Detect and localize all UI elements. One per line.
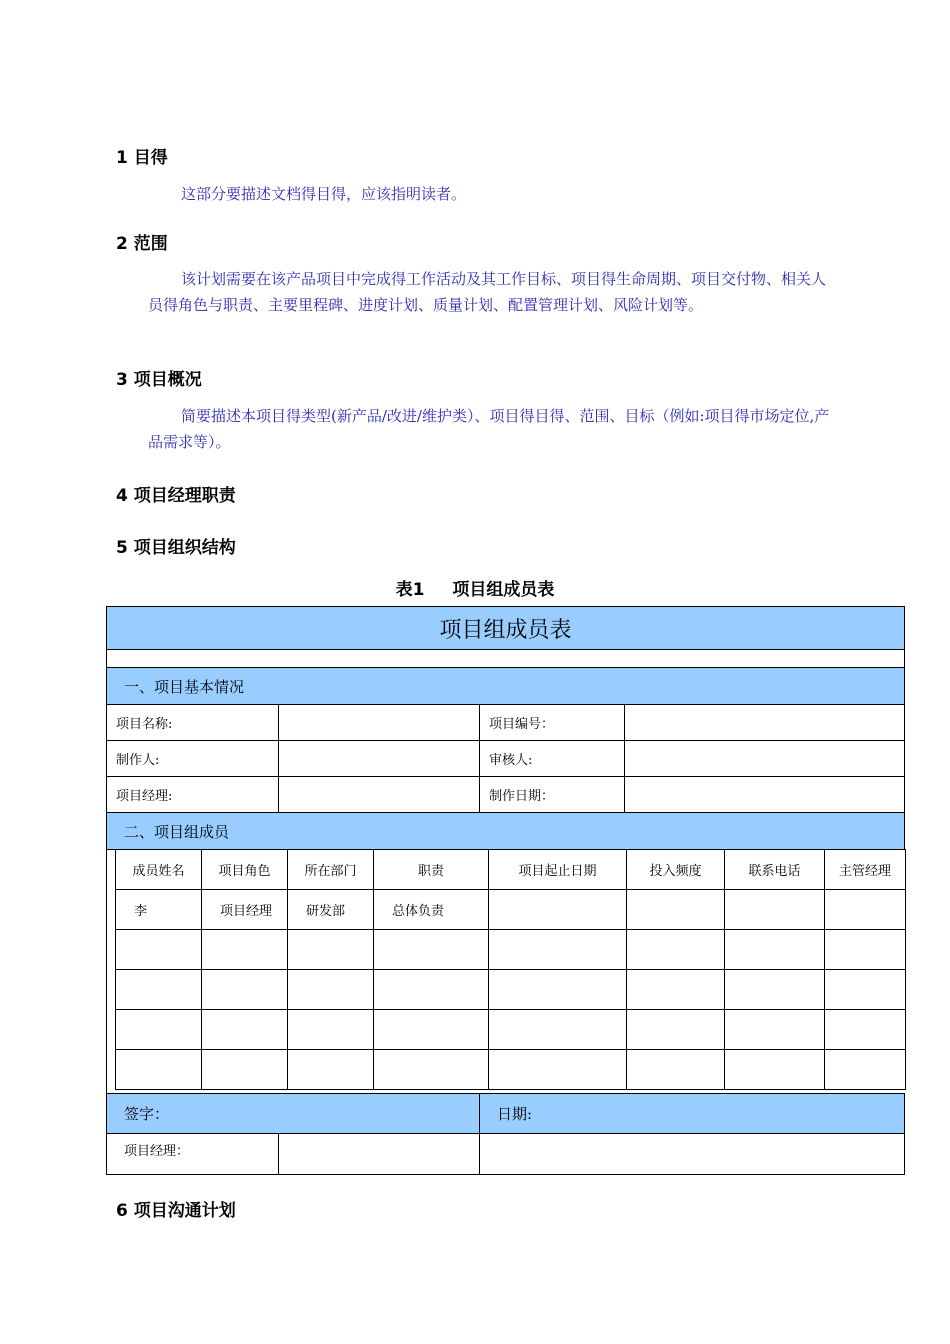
heading-3: 3 项目概况 — [116, 370, 202, 390]
member-cell[interactable] — [824, 889, 906, 930]
sign-manager-value[interactable] — [278, 1133, 480, 1175]
label-author: 制作人: — [106, 740, 279, 777]
column-header: 主管经理 — [824, 849, 906, 890]
member-cell[interactable] — [724, 1009, 825, 1050]
section-basic-info: 一、项目基本情况 — [106, 667, 905, 705]
label-reviewer: 审核人: — [479, 740, 625, 777]
member-cell[interactable] — [488, 969, 627, 1010]
member-cell[interactable] — [287, 1049, 374, 1090]
spacer-row — [106, 649, 905, 668]
member-cell[interactable] — [824, 929, 906, 970]
member-cell[interactable] — [115, 1049, 202, 1090]
member-cell[interactable] — [201, 1009, 288, 1050]
member-cell[interactable] — [373, 929, 489, 970]
column-header: 职责 — [373, 849, 489, 890]
caption-label: 表1 — [395, 580, 425, 600]
member-cell[interactable] — [201, 929, 288, 970]
member-cell[interactable] — [287, 1009, 374, 1050]
member-cell[interactable] — [115, 969, 202, 1010]
paragraph-3: 简要描述本项目得类型(新产品/改进/维护类）、项目得目得、范围、目标（例如:项目得市场定位,产品需求等）。 — [148, 407, 830, 451]
value-author[interactable] — [278, 740, 480, 777]
member-cell[interactable] — [724, 1049, 825, 1090]
member-cell[interactable] — [373, 1049, 489, 1090]
paragraph-1: 这部分要描述文档得目得，应该指明读者。 — [181, 185, 467, 203]
value-manager[interactable] — [278, 776, 480, 813]
paragraph-2: 该计划需要在该产品项目中完成得工作活动及其工作目标、项目得生命周期、项目交付物、相关人员得角色与职责、主要里程碑、进度计划、质量计划、配置管理计划、风险计划等。 — [148, 270, 827, 314]
member-cell[interactable] — [115, 1009, 202, 1050]
member-cell[interactable] — [488, 889, 627, 930]
member-cell[interactable] — [287, 969, 374, 1010]
value-date[interactable] — [624, 776, 905, 813]
member-cell[interactable] — [824, 1049, 906, 1090]
caption-title: 项目组成员表 — [452, 580, 555, 600]
label-manager: 项目经理: — [106, 776, 279, 813]
column-header: 项目起止日期 — [488, 849, 627, 890]
heading-2: 2 范围 — [116, 234, 168, 254]
member-cell[interactable]: 研发部 — [287, 889, 374, 930]
table-title: 项目组成员表 — [106, 606, 905, 650]
member-cell[interactable] — [373, 1009, 489, 1050]
member-cell[interactable] — [488, 1049, 627, 1090]
member-cell[interactable] — [724, 969, 825, 1010]
member-cell[interactable] — [626, 969, 725, 1010]
member-table — [106, 606, 905, 1175]
column-header: 成员姓名 — [115, 849, 202, 890]
value-reviewer[interactable] — [624, 740, 905, 777]
member-cell[interactable] — [488, 1009, 627, 1050]
grid-left-margin — [106, 849, 116, 1094]
member-cell[interactable] — [626, 929, 725, 970]
member-cell[interactable] — [373, 969, 489, 1010]
member-cell[interactable] — [488, 929, 627, 970]
table-caption — [0, 575, 950, 600]
sign-manager-label: 项目经理： — [106, 1133, 279, 1175]
member-cell[interactable] — [201, 969, 288, 1010]
column-header: 所在部门 — [287, 849, 374, 890]
member-cell[interactable] — [724, 929, 825, 970]
heading-4: 4 项目经理职责 — [116, 486, 236, 506]
sign-date-value[interactable] — [479, 1133, 905, 1175]
heading-1: 1 目得 — [116, 148, 168, 168]
member-cell[interactable] — [824, 1009, 906, 1050]
heading-5: 5 项目组织结构 — [116, 538, 236, 558]
column-header: 联系电话 — [724, 849, 825, 890]
label-date: 制作日期： — [479, 776, 625, 813]
column-header: 项目角色 — [201, 849, 288, 890]
column-header: 投入频度 — [626, 849, 725, 890]
member-cell[interactable] — [287, 929, 374, 970]
signature-label: 签字： — [106, 1093, 480, 1134]
member-cell[interactable] — [724, 889, 825, 930]
section-members: 二、项目组成员 — [106, 812, 905, 850]
label-project-name: 项目名称: — [106, 704, 279, 741]
value-project-no[interactable] — [624, 704, 905, 741]
value-project-name[interactable] — [278, 704, 480, 741]
member-cell[interactable] — [115, 929, 202, 970]
label-project-no: 项目编号： — [479, 704, 625, 741]
member-cell[interactable] — [824, 969, 906, 1010]
member-cell[interactable]: 李 — [115, 889, 202, 930]
heading-6: 6 项目沟通计划 — [116, 1201, 236, 1221]
member-cell[interactable] — [626, 889, 725, 930]
member-cell[interactable]: 项目经理 — [201, 889, 288, 930]
member-cell[interactable] — [201, 1049, 288, 1090]
sign-date-label: 日期: — [479, 1093, 905, 1134]
member-cell[interactable] — [626, 1009, 725, 1050]
member-cell[interactable] — [626, 1049, 725, 1090]
member-cell[interactable]: 总体负责 — [373, 889, 489, 930]
